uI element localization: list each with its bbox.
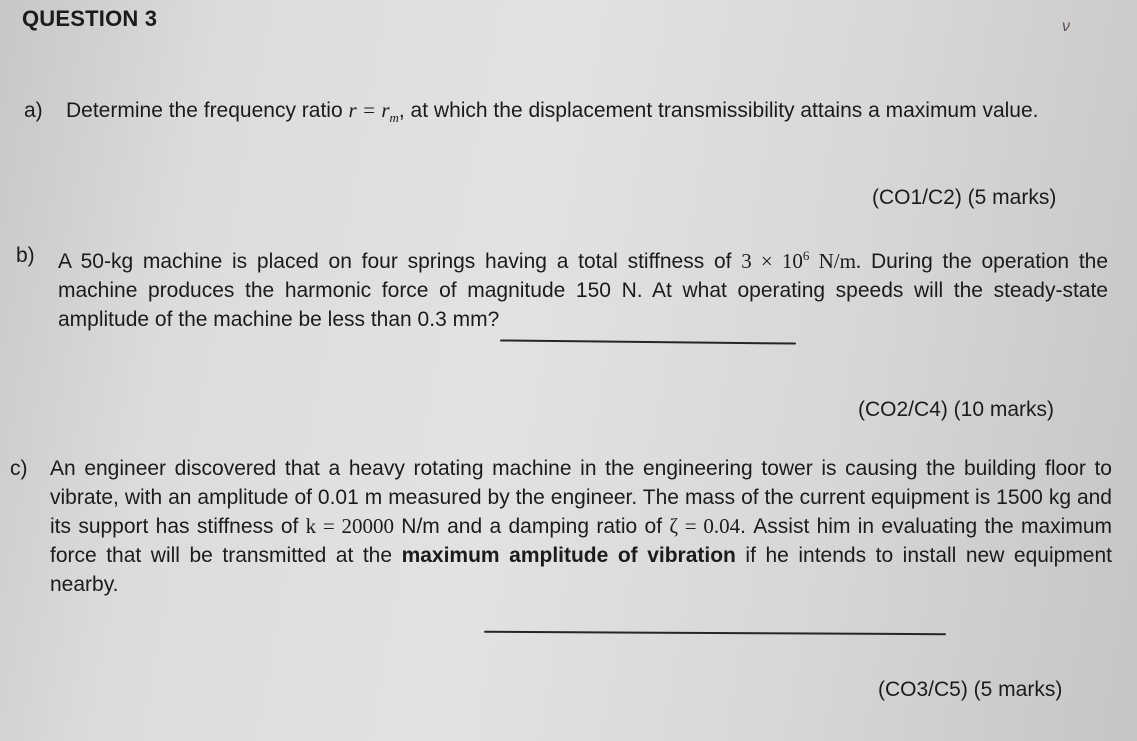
part-a-text: Determine the frequency ratio $r = r_m$, at which the displacement transmissibility attains a maximum value. bbox=[66, 98, 1039, 126]
part-b-marks: (CO2/C4) (10 marks) bbox=[858, 398, 1055, 421]
bold-phrase: maximum amplitude of vibration bbox=[401, 544, 736, 567]
question-title: QUESTION 3 bbox=[22, 6, 158, 31]
handwritten-underline-c bbox=[484, 631, 946, 635]
part-c-text: An engineer discovered that a heavy rotating machine in the engineering tower is causing the building floor to vibrate, with an amplitude of 0.01 m measured by the engineer. The mass of the current equipment is 1500 kg and its support has stiffness of k = 20000 N/m and a damping ratio of ζ = 0.04. Assist him in evaluating the maximum force that will be transmitted at the maximum amplitude of vibration if he intends to install new equipment nearby. bbox=[50, 457, 1113, 596]
part-a-label: a) bbox=[24, 99, 43, 122]
part-a-marks: (CO1/C2) (5 marks) bbox=[872, 186, 1057, 209]
part-b-label: b) bbox=[16, 244, 35, 267]
damping-ratio-equation: ζ = 0.04 bbox=[669, 514, 741, 538]
stiffness-equation: k = 20000 bbox=[305, 514, 394, 538]
stiffness-value: $3 \times 10^6$ N/m. bbox=[741, 248, 862, 273]
part-b-text: A 50-kg machine is placed on four springs having a total stiffness of $3 \times 10^6$ N/m. During the operation the machine produces the harmonic force of magnitude 150 N. At what operating speeds will the steady-state amplitude of the machine be less than 0.3 mm? bbox=[58, 248, 1109, 331]
handwritten-underline-b bbox=[500, 339, 796, 344]
part-c-label: c) bbox=[10, 457, 28, 480]
handwritten-mark: ν bbox=[1062, 18, 1070, 35]
part-c-marks: (CO3/C5) (5 marks) bbox=[878, 678, 1063, 701]
frequency-ratio-expression: $r = r_m$ bbox=[348, 98, 399, 126]
